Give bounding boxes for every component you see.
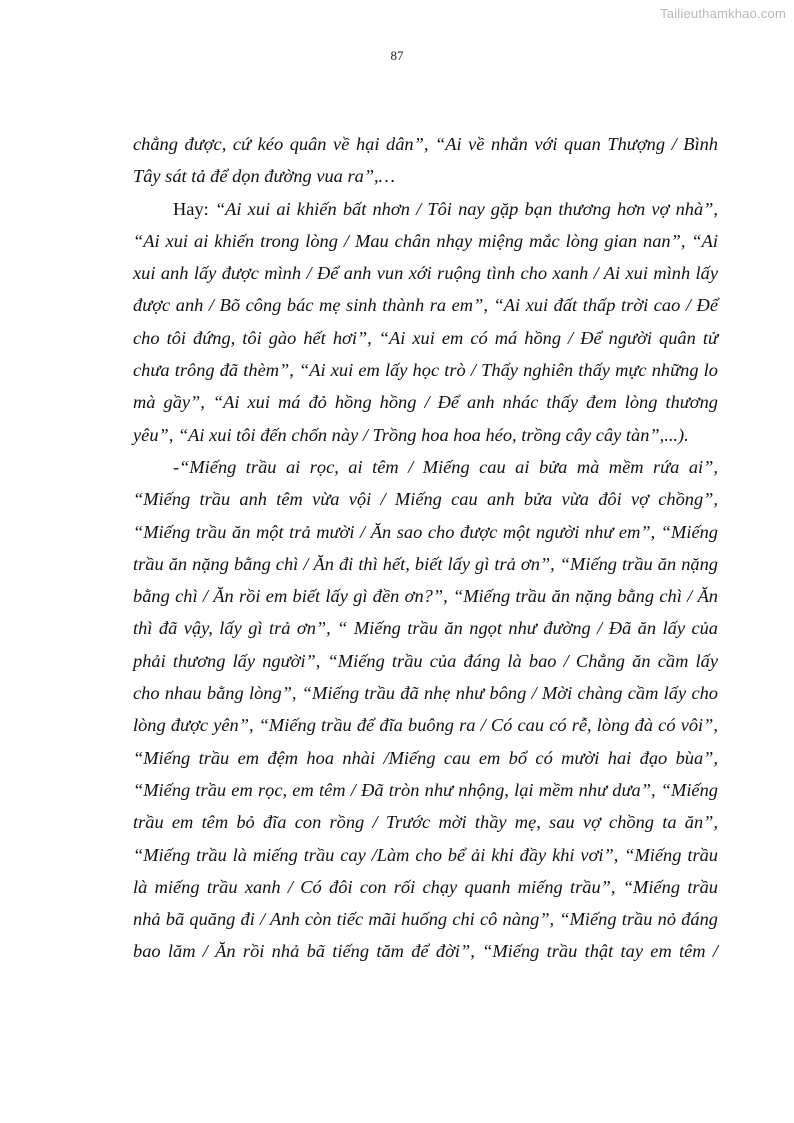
text-line: nhả bã quăng đi / Anh còn tiếc mãi huống chi cô nàng”, “Miếng trầu nỏ đáng — [133, 909, 718, 930]
text-line: “Miếng trầu ăn một trả mười / Ăn sao cho được một người như em”, “Miếng — [133, 521, 718, 542]
text-line: bằng chì / Ăn rồi em biết lấy gì đền ơn?”, “Miếng trầu ăn nặng bằng chì / Ăn — [133, 586, 718, 607]
text-line: “Ai xui ai khiến trong lòng / Mau chân nhạy miệng mắc lòng gian nan”, “Ai — [133, 230, 718, 251]
text-line: cho tôi đứng, tôi gào hết hơi”, “Ai xui em có má hồng / Để người quân tử — [133, 327, 718, 348]
text-line: phải thương lấy người”, “Miếng trầu của đáng là bao / Chẳng ăn cầm lấy — [133, 650, 718, 671]
text-line: lòng được yên”, “Miếng trầu để đĩa buông ra / Có cau có rễ, lòng đà có vôi”, — [133, 715, 718, 736]
text-line: trầu ăn nặng bằng chì / Ăn đi thì hết, biết lấy gì trả ơn”, “Miếng trầu ăn nặng — [133, 553, 718, 574]
page-number: 87 — [390, 48, 404, 63]
text-line: cho nhau bằng lòng”, “Miếng trầu đã nhẹ như bông / Mời chàng cầm lấy cho — [133, 683, 718, 704]
text-line: “Miếng trầu là miếng trầu cay /Làm cho bể ải khi đầy khi vơi”, “Miếng trầu — [133, 844, 718, 865]
text-line: -“Miếng trầu ai rọc, ai têm / Miếng cau ai bửa mà mềm rứa ai”, — [173, 456, 718, 477]
text-line: là miếng trầu xanh / Có đôi con rối chạy quanh miếng trầu”, “Miếng trầu — [133, 876, 718, 897]
text-line: “Miếng trầu anh têm vừa vội / Miếng cau anh bửa vừa đôi vợ chồng”, — [133, 489, 718, 510]
text-line: trầu em têm bỏ đĩa con rồng / Trước mời thầy mẹ, sau vợ chồng ta ăn”, — [133, 812, 718, 833]
text-line: mà gầy”, “Ai xui má đỏ hồng hồng / Để anh nhác thấy đem lòng thương — [133, 392, 718, 413]
text-line: xui anh lấy được mình / Để anh vun xới ruộng tình cho xanh / Ai xui mình lấy — [133, 263, 718, 284]
text-line: được anh / Bõ công bác mẹ sinh thành ra em”, “Ai xui đất thấp trời cao / Để — [133, 295, 718, 316]
text-line: “Miếng trầu em rọc, em têm / Đã tròn như nhộng, lại mềm như dưa”, “Miếng — [133, 779, 718, 800]
text-line: bao lăm / Ăn rồi nhả bã tiếng tăm để đời”, “Miếng trầu thật tay em têm / — [133, 941, 718, 962]
text-line: yêu”, “Ai xui tôi đến chốn này / Trồng hoa hoa héo, trồng cây cây tàn”,...). — [133, 424, 689, 445]
line-prefix: - — [173, 456, 180, 477]
text-line: Hay: “Ai xui ai khiến bất nhơn / Tôi nay gặp bạn thương hơn vợ nhà”, — [173, 198, 718, 219]
text-line: “Miếng trầu em đệm hoa nhài /Miếng cau em bổ có mười hai đạo bùa”, — [133, 747, 718, 768]
watermark: Tailieuthamkhao.com — [660, 6, 786, 21]
body-text — [133, 128, 718, 968]
text-line: Tây sát tả để dọn đường vua ra”,… — [133, 166, 395, 187]
line-prefix: Hay: — [173, 198, 215, 219]
text-line: thì đã vậy, lấy gì trả ơn”, “ Miếng trầu ăn ngọt như đường / Đã ăn lấy của — [133, 618, 718, 639]
text-line: chưa trông đã thèm”, “Ai xui em lấy học trò / Thấy nghiên thấy mực những lo — [133, 360, 718, 381]
text-line: chẳng được, cứ kéo quân về hại dân”, “Ai về nhắn với quan Thượng / Bình — [133, 134, 718, 154]
